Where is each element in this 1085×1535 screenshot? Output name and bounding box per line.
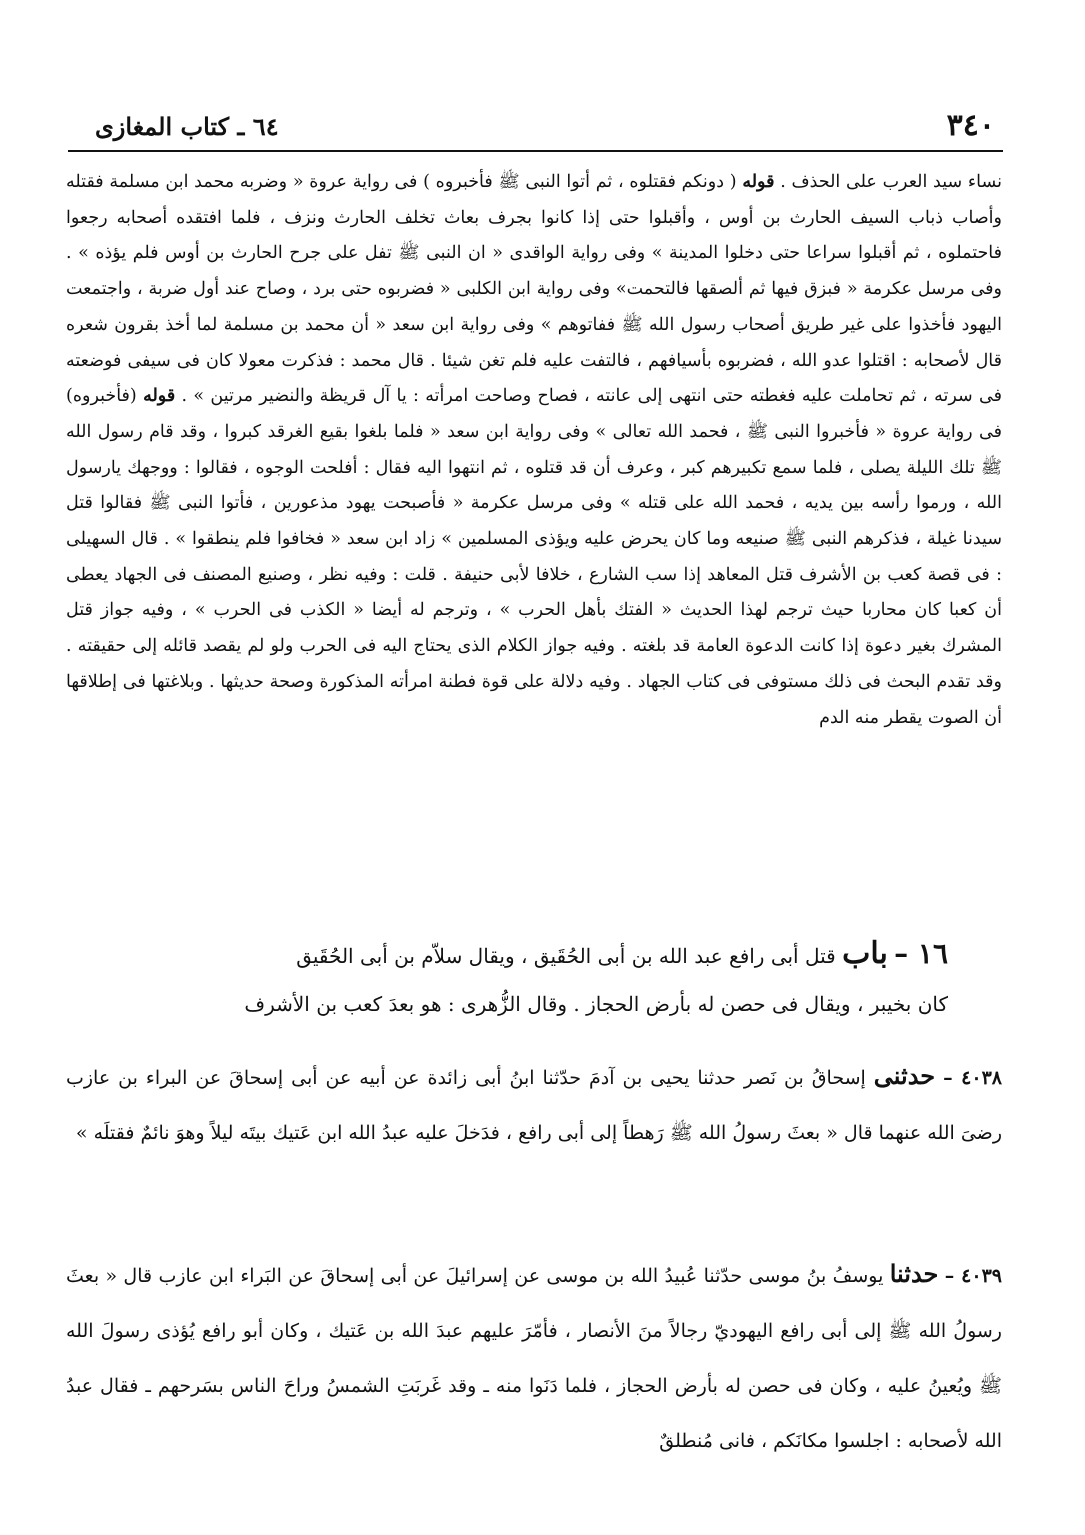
qawluhu-keyword: قوله	[742, 172, 775, 192]
chapter-title-line	[120, 930, 948, 980]
hadith-number: ٤٠٣٩ –	[944, 1265, 1002, 1287]
chapter-number: ١٦ –	[894, 937, 948, 970]
header-rule	[68, 150, 1003, 152]
chapter-title: قتل أبى رافع عبد الله بن أبى الحُقَيق ، ويقال سلاّم بن أبى الحُقَيق	[296, 944, 836, 968]
hadith-text: يوسفُ بنُ موسى حدّثنا عُبيدُ الله بن موسى عن إسرائيلَ عن أبى إسحاقَ عن البَراء ابن عازب قال « بعثَ رسولُ الله ﷺ إلى أبى رافع اليهوديّ رجالاً منَ الأنصار ، فأمّرَ عليهم عبدَ الله بن عَتيك ، وكان أبو رافع يُؤذى رسولَ الله ﷺ ويُعينُ عليه ، وكان فى حصن له بأرض الحجاز ، فلما دَنَوا منه ـ وقد غَربَتِ الشمسُ وراحَ الناس بسَرحهم ـ فقال عبدُ الله لأصحابه : اجلسوا مكانَكم ، فانى مُنطلقٌ	[66, 1265, 1002, 1452]
hadith-4038	[66, 1048, 1002, 1161]
chapter-title-line	[120, 980, 948, 1028]
commentary-text: نساء سيد العرب على الحذف .	[780, 172, 1002, 192]
hadith-number: ٤٠٣٨ –	[943, 1067, 1002, 1089]
commentary-paragraph	[66, 165, 1002, 736]
commentary-block	[66, 165, 1002, 736]
hadith-paragraph	[66, 1048, 1002, 1161]
hadith-4039	[66, 1246, 1002, 1469]
commentary-text: (فأخبروه) فى رواية عروة « فأخبروا النبى ﷺ ، فحمد الله تعالى » وفى رواية ابن سعد « فلما بلغوا بقيع الغرقد كبروا ، وقد قام رسول الله ﷺ تلك الليلة يصلى ، فلما سمع تكبيرهم كبر ، وعرف أن قد قتلوه ، ثم انتهوا اليه فقال : أفلحت الوجوه ، فقالوا : ووجهك يارسول الله ، ورموا رأسه بين يديه ، فحمد الله على قتله » وفى مرسل عكرمة « فأصبحت يهود مذعورين ، فأتوا النبى ﷺ فقالوا قتل سيدنا غيلة ، فذكرهم النبى ﷺ صنيعه وما كان يحرض عليه ويؤذى المسلمين » زاد ابن سعد « فخافوا فلم ينطقوا » . قال السهيلى : فى قصة كعب بن الأشرف قتل المعاهد إذا سب الشارع ، خلافا لأبى حنيفة . قلت : وفيه نظر ، وصنيع المصنف فى الجهاد يعطى أن كعبا كان محاربا حيث ترجم لهذا الحديث « الفتك بأهل الحرب » ، وترجم له أيضا « الكذب فى الحرب » ، وفيه جواز قتل المشرك بغير دعوة إذا كانت الدعوة العامة قد بلغته . وفيه جواز الكلام الذى يحتاج اليه فى الحرب ولو لم يقصد قائله إلى حقيقته . وقد تقدم البحث فى ذلك مستوفى فى كتاب الجهاد . وفيه دلالة على قوة فطنة امرأته المذكورة وصحة حديثها . وبلاغتها فى إطلاقها أن الصوت يقطر منه الدم	[66, 386, 1002, 728]
running-title: ٦٤ ـ كتاب المغازى	[95, 112, 279, 141]
qawluhu-keyword: قوله	[143, 386, 176, 407]
bab-label: باب	[842, 936, 888, 971]
page-header	[95, 108, 995, 148]
chapter-heading	[120, 930, 948, 1028]
chapter-title-continued: كان بخيبر ، ويقال فى حصن له بأرض الحجاز . وقال الزُّهرى : هو بعدَ كعب بن الأشرف	[244, 992, 948, 1016]
commentary-text: ( دونكم فقتلوه ، ثم أتوا النبى ﷺ فأخبروه ) فى رواية عروة « وضربه محمد ابن مسلمة فقتله وأصاب ذباب السيف الحارث بن أوس ، وأقبلوا حتى إذا كانوا بجرف بعاث تخلف الحارث ونزف ، فلما افتقده أصحابه رجعوا فاحتملوه ، ثم أقبلوا سراعا حتى دخلوا المدينة » وفى رواية الواقدى « ان النبى ﷺ تفل على جرح الحارث بن أوس فلم يؤذه » . وفى مرسل عكرمة « فبزق فيها ثم ألصقها فالتحمت» وفى رواية ابن الكلبى « فضربوه حتى برد ، وصاح عند أول ضربة ، واجتمعت اليهود فأخذوا على غير طريق أصحاب رسول الله ﷺ ففاتوهم » وفى رواية ابن سعد « أن محمد بن مسلمة لما أخذ بقرون شعره قال لأصحابه : اقتلوا عدو الله ، فضربوه بأسيافهم ، فالتفت عليه فلم تغن شيئا . قال محمد : فذكرت معولا كان فى سيفى فوضعته فى سرته ، ثم تحاملت عليه فغطته حتى انتهى إلى عانته ، فصاح وصاحت امرأته : يا آل قريظة والنضير مرتين » .	[66, 172, 1002, 407]
hadith-text: إسحاقُ بن نَصر حدثنا يحيى بن آدمَ حدّثنا ابنُ أبى زائدة عن أبيه عن أبى إسحاقَ عن البراء بن عازب رضىَ الله عنهما قال « بعثَ رسولُ الله ﷺ رَهطاً إلى أبى رافع ، فدَخلَ عليه عبدُ الله ابن عَتيك بيتَه ليلاً وهوَ نائمٌ فقتلَه »	[66, 1067, 1002, 1144]
hadith-intro: حدثنا	[889, 1259, 939, 1288]
hadith-intro: حدثنى	[873, 1061, 936, 1090]
hadith-paragraph	[66, 1246, 1002, 1469]
page-number: ٣٤٠	[946, 108, 995, 143]
